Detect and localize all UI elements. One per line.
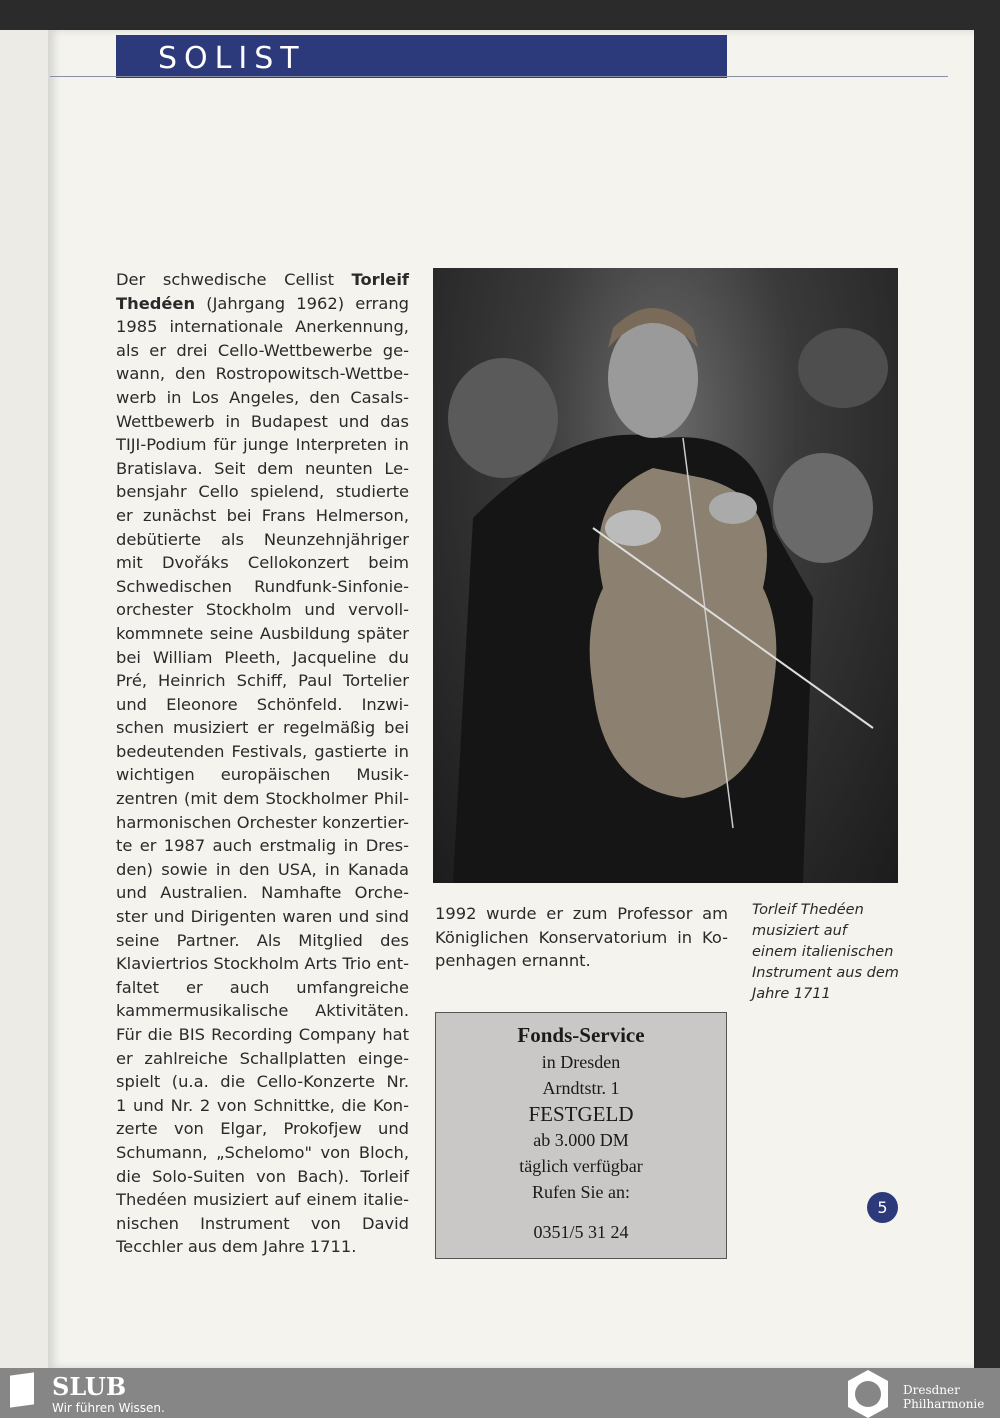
section-title: SOLIST (158, 41, 306, 76)
text-line: die Solo-Suiten von Bach). Torleif (116, 1166, 409, 1186)
text-line: 1985 internationale Anerkennung, (116, 317, 409, 337)
philharmonie-logo[interactable] (903, 1383, 984, 1411)
text-line: ster und Dirigenten waren und sind (116, 907, 409, 927)
text-line: werb in Los Angeles, den Casals- (116, 387, 409, 407)
text-line: kammermusikalische Aktivitäten. (116, 1001, 409, 1021)
caption-line: musiziert auf (752, 923, 847, 939)
ad-line: ab 3.000 DM (533, 1130, 629, 1150)
text-line: zerte von Elgar, Prokofjew und (116, 1119, 409, 1139)
text-line: bei William Pleeth, Jacqueline du (116, 647, 409, 667)
text-line: spielt (u.a. die Cello-Konzerte Nr. (116, 1072, 409, 1092)
text-line: seine Partner. Als Mitglied des (116, 930, 409, 950)
text-line: Der schwedische Cellist Torleif (116, 270, 409, 289)
ad-line: Arndtstr. 1 (542, 1078, 620, 1098)
continuation-text (435, 902, 728, 973)
text-line: Klaviertrios Stockholm Arts Trio ent- (116, 954, 409, 974)
partner-name-line: Philharmonie (903, 1397, 985, 1411)
partner-name-line: Dresdner (903, 1383, 960, 1397)
photo-caption (752, 900, 899, 1005)
cellist-photo (433, 268, 898, 883)
fonds-service-advertisement (435, 1012, 727, 1259)
text-line: te er 1987 auch erstmalig in Dres- (116, 836, 409, 856)
ad-title: Fonds-Service (517, 1023, 645, 1047)
ad-line: in Dresden (541, 1052, 621, 1072)
text-line: er zunächst bei Frans Helmerson, (116, 505, 409, 525)
text-line: Bratislava. Seit dem neunten Le- (116, 458, 409, 478)
caption-line: Instrument aus dem (752, 965, 899, 981)
ad-line: Rufen Sie an: (532, 1182, 630, 1202)
caption-line: einem italienischen (752, 944, 894, 960)
text-line: orchester Stockholm und vervoll- (116, 600, 409, 620)
caption-line: Torleif Thedéen (752, 902, 864, 918)
slub-logo[interactable]: SLUB (52, 1372, 127, 1401)
text-line: mit Dvořáks Cellokonzert beim (116, 553, 409, 573)
biography-text (116, 268, 409, 1259)
text-line: zentren (mit dem Stockholmer Phil- (116, 789, 409, 809)
ad-phone: 0351/5 31 24 (533, 1222, 629, 1242)
text-line: Thedéen (Jahrgang 1962) errang (116, 293, 409, 313)
text-line: und Australien. Namhafte Orche- (116, 883, 409, 903)
text-line: er zahlreiche Schallplatten einge- (116, 1048, 409, 1068)
philharmonie-sun-icon (842, 1370, 894, 1418)
text-line: bensjahr Cello spielend, studierte (116, 482, 409, 502)
slub-book-icon (10, 1372, 34, 1407)
text-line: schen musiziert er regelmäßig bei (116, 718, 409, 738)
text-line: 1 und Nr. 2 von Schnittke, die Kon- (116, 1095, 409, 1115)
text-line: Pré, Heinrich Schiff, Paul Tortelier (116, 671, 409, 691)
text-line: bedeutenden Festivals, gastierte in (116, 741, 409, 761)
header-rule (50, 76, 948, 77)
text-line: nischen Instrument von David (116, 1213, 409, 1233)
text-line: Königlichen Konservatorium in Ko- (435, 927, 728, 947)
text-line: wichtigen europäischen Musik- (116, 765, 409, 785)
ad-line: täglich verfügbar (519, 1156, 643, 1176)
text-line: penhagen ernannt. (435, 951, 591, 971)
text-line: harmonischen Orchester konzertier- (116, 812, 409, 832)
text-line: TIJI-Podium für junge Interpreten in (116, 435, 409, 455)
caption-line: Jahre 1711 (752, 986, 831, 1002)
page-number: 5 (867, 1192, 898, 1223)
text-line: Wettbewerb in Budapest und das (116, 411, 409, 431)
text-line: als er drei Cello-Wettbewerbe ge- (116, 340, 409, 360)
text-line: Thedéen musiziert auf einem italie- (116, 1190, 409, 1210)
text-line: Für die BIS Recording Company hat (116, 1025, 409, 1044)
text-line: Schumann, „Schelomo" von Bloch, (116, 1142, 409, 1162)
text-line: und Eleonore Schönfeld. Inzwi- (116, 694, 409, 714)
text-line: Tecchler aus dem Jahre 1711. (116, 1237, 357, 1257)
ad-line: FESTGELD (528, 1102, 634, 1126)
facing-page-edge (0, 30, 48, 1368)
text-line: den) sowie in den USA, in Kanada (116, 859, 409, 879)
text-line: kommnete seine Ausbildung später (116, 623, 409, 643)
text-line: wann, den Rostropowitsch-Wettbe- (116, 364, 409, 384)
text-line: faltet er auch umfangreiche (116, 977, 409, 997)
text-line: Schwedischen Rundfunk-Sinfonie- (116, 576, 409, 596)
text-line: debütierte als Neunzehnjähriger (116, 529, 409, 549)
text-line: 1992 wurde er zum Professor am (435, 904, 728, 923)
slub-slogan: Wir führen Wissen. (52, 1401, 165, 1415)
